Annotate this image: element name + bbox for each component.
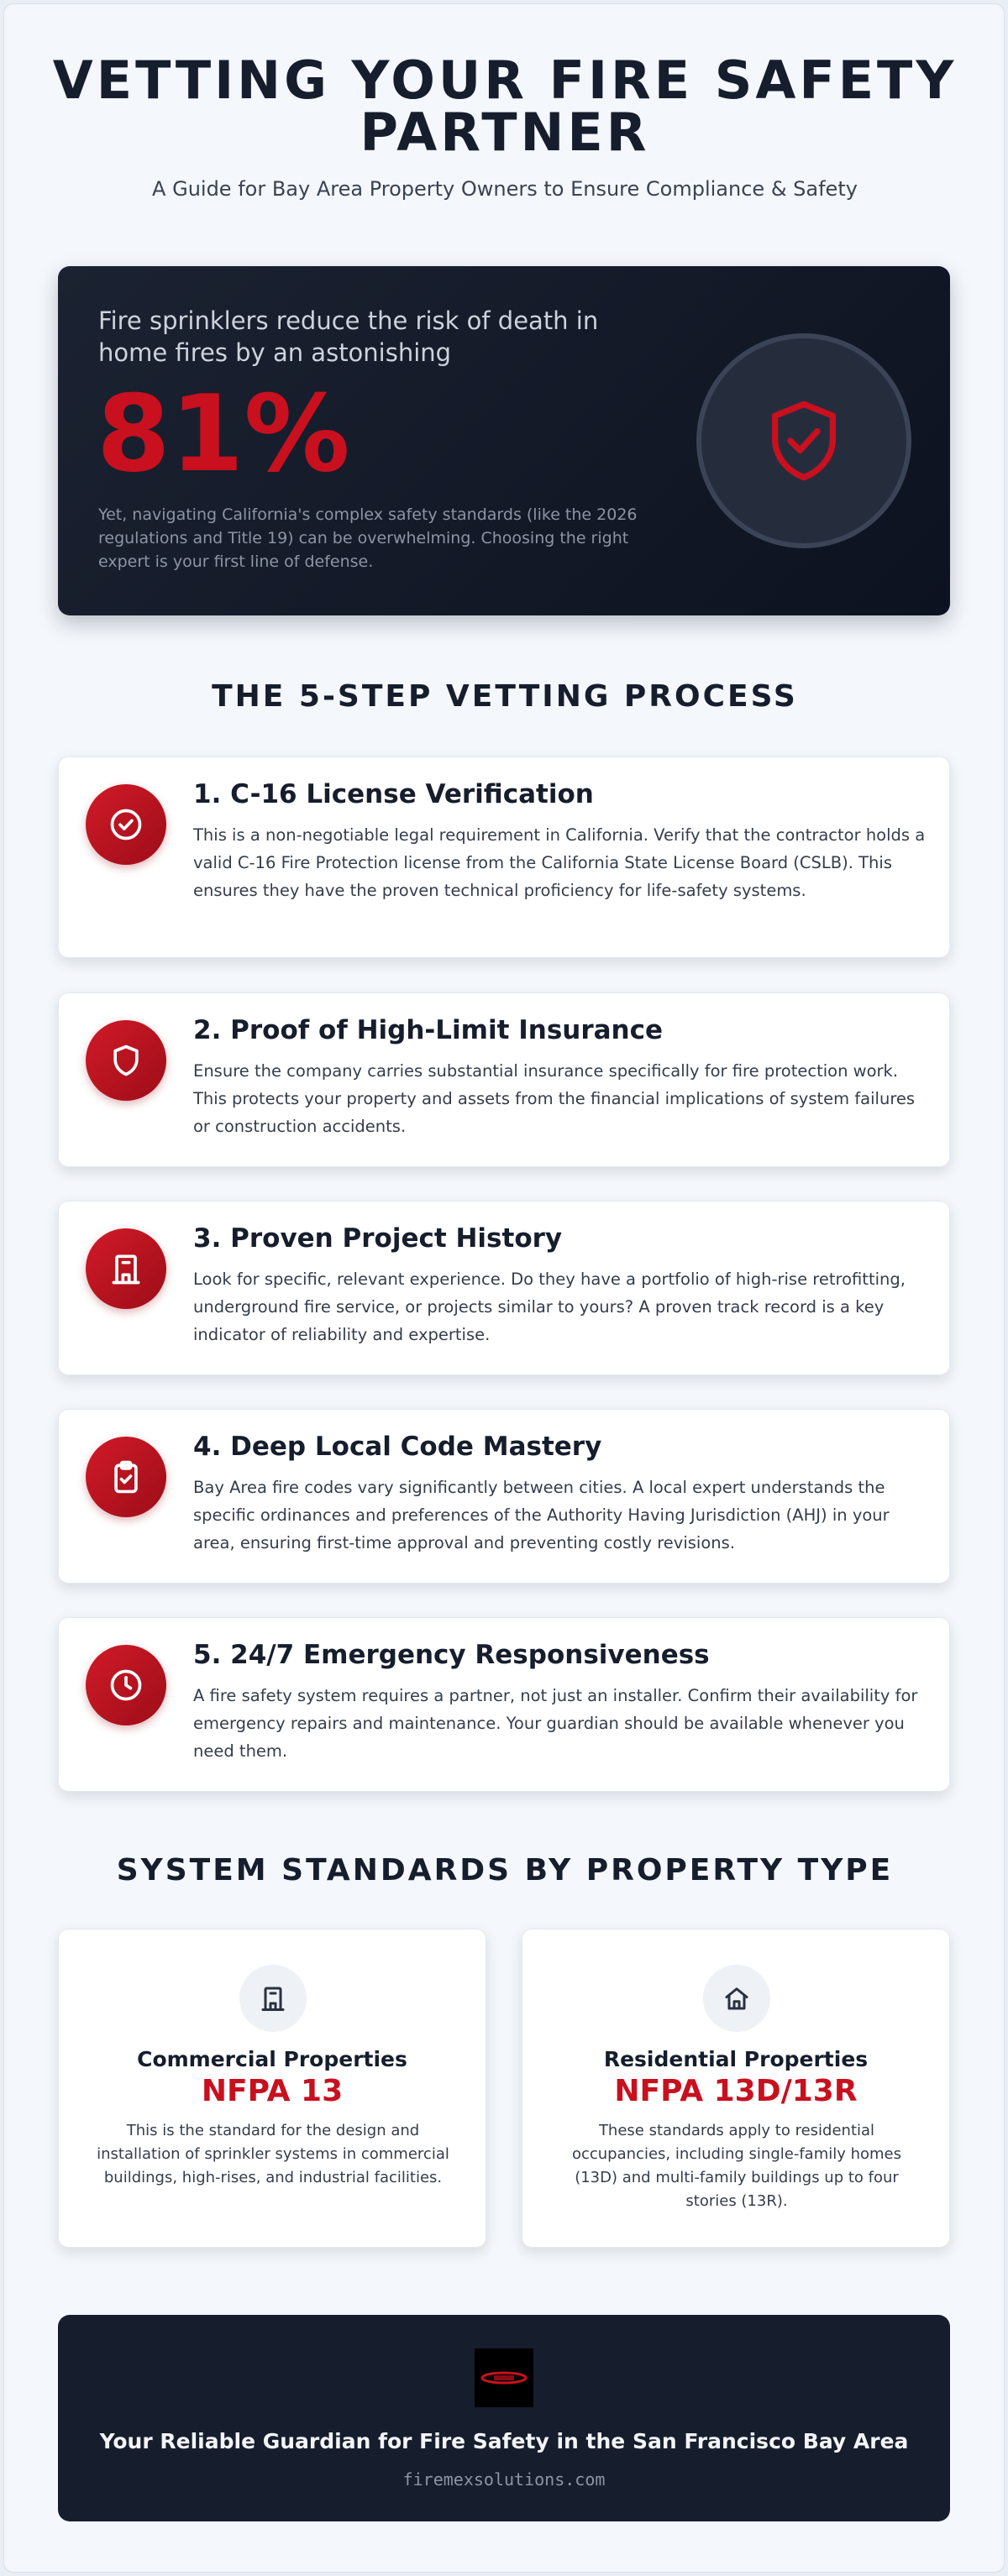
building-icon (258, 1983, 288, 2013)
clock-icon (108, 1667, 144, 1704)
step-description: This is a non-negotiable legal requirement in California. Verify that the contractor holds a valid C-16 Fire Protection license from the California State License Board (CSLB). This ensures they have the proven technical proficiency for life-safety systems. (193, 825, 926, 900)
footer (58, 2315, 950, 2521)
step-icon-badge (86, 1437, 166, 1517)
step-description: A fire safety system requires a partner, not just an installer. Confirm their availability for emergency repairs and maintenance. Your guardian should be available whenever you need them. (193, 1686, 918, 1761)
step-card-emergency (58, 1617, 950, 1792)
standards-section-title: SYSTEM STANDARDS BY PROPERTY TYPE (116, 1853, 894, 1887)
step-description: Look for specific, relevant experience. Do they have a portfolio of high-rise retrofitting, underground fire service, or projects similar to yours? A proven track record is a key indicator of reliability and expertise. (193, 1270, 906, 1344)
property-standard: NFPA 13D/13R (614, 2074, 858, 2108)
step-title: 5. 24/7 Emergency Responsiveness (193, 1640, 710, 1670)
hero-lead-text: Fire sprinklers reduce the risk of death in home fires by an astonishing (98, 306, 599, 367)
step-description: Ensure the company carries substantial insurance specifically for fire protection work. This protects your property and assets from the financial implications of system failures or construction accidents. (193, 1061, 916, 1136)
step-icon-badge (86, 1228, 166, 1309)
step-card-insurance (58, 992, 950, 1167)
check-circle-icon (108, 806, 144, 843)
clipboard-check-icon (108, 1458, 144, 1495)
page-title: VETTING YOUR FIRE SAFETY PARTNER (52, 50, 958, 163)
step-title: 2. Proof of High-Limit Insurance (193, 1015, 664, 1045)
footer-tagline: Your Reliable Guardian for Fire Safety in the San Francisco Bay Area (99, 2429, 909, 2453)
step-title: 1. C-16 License Verification (193, 779, 594, 809)
step-icon-badge (86, 784, 166, 865)
step-icon-badge (86, 1020, 166, 1101)
process-section-title: THE 5-STEP VETTING PROCESS (212, 679, 798, 714)
logo-mark-icon (479, 2368, 529, 2388)
property-icon-badge (239, 1965, 307, 2032)
step-card-license (58, 757, 950, 958)
property-type-label: Residential Properties (603, 2047, 869, 2071)
hero-statistic: 81% (97, 372, 350, 495)
header (4, 50, 1005, 201)
company-logo[interactable] (475, 2348, 533, 2407)
building-icon (108, 1250, 144, 1287)
hero-stat-card (58, 266, 950, 615)
commercial-properties-card (58, 1929, 486, 2248)
hero-body-text: Yet, navigating California's complex safety standards (like the 2026 regulations and Title 19) can be overwhelming. Choosing the right expert is your first line of defense. (98, 505, 638, 571)
property-standard: NFPA 13 (201, 2074, 344, 2108)
property-description: This is the standard for the design and installation of sprinkler systems in commercial buildings, high-rises, and industrial facilities. (97, 2122, 449, 2186)
shield-icon (108, 1042, 144, 1079)
residential-properties-card (522, 1929, 950, 2248)
step-icon-badge (86, 1645, 166, 1725)
property-type-label: Commercial Properties (137, 2047, 407, 2071)
footer-website-link[interactable]: firemexsolutions.com (402, 2469, 606, 2490)
step-card-project-history (58, 1201, 950, 1375)
home-icon (722, 1983, 752, 2013)
property-icon-badge (703, 1965, 770, 2032)
infographic-page (3, 3, 1005, 2573)
step-title: 4. Deep Local Code Mastery (193, 1432, 602, 1462)
property-description: These standards apply to residential occupancies, including single-family homes (13D) and multi-family buildings up to four stories (13R). (571, 2122, 902, 2210)
shield-check-icon (758, 395, 850, 487)
step-card-local-code (58, 1409, 950, 1584)
step-title: 3. Proven Project History (193, 1223, 563, 1254)
step-description: Bay Area fire codes vary significantly between cities. A local expert understands the specific ordinances and preferences of the Authority Having Jurisdiction (AHJ) in your area, ensuring first-time approval and preventing costly revisions. (193, 1478, 890, 1552)
hero-badge (696, 333, 911, 548)
page-subtitle: A Guide for Bay Area Property Owners to Ensure Compliance & Safety (152, 177, 858, 201)
